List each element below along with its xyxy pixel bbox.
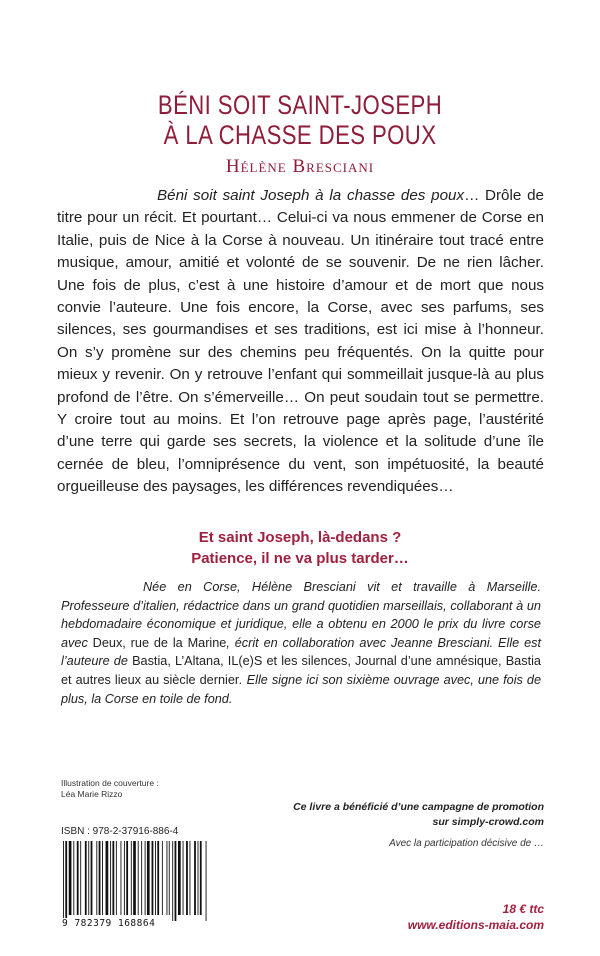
illustration-label: Illustration de couverture : — [61, 778, 159, 788]
barcode-bar — [80, 841, 81, 915]
barcode-bar — [194, 841, 196, 915]
book-title-line-1: BÉNI SOIT SAINT-JOSEPH — [157, 90, 443, 120]
isbn: ISBN : 978-2-37916-886-4 — [61, 826, 179, 837]
summary-text — [57, 185, 544, 499]
publisher-website[interactable]: www.editions-maia.com — [407, 918, 544, 932]
barcode-bar — [99, 841, 101, 915]
book-title-line-2: À LA CHASSE DES POUX — [163, 120, 437, 150]
barcode-bar — [110, 841, 111, 915]
price: 18 € ttc — [502, 902, 544, 916]
barcode-bar — [186, 841, 188, 915]
barcode-bar — [88, 841, 89, 915]
barcode-bar — [145, 841, 146, 915]
barcode-bar — [178, 841, 181, 915]
barcode-bar — [106, 841, 109, 915]
barcode-bar — [183, 841, 184, 915]
barcode-digits-text: 9 782379 168864 — [62, 918, 156, 929]
barcode — [61, 841, 208, 929]
bio-book-1: Deux, rue de la Marine — [92, 635, 227, 650]
barcode-digits — [61, 918, 208, 929]
bio-part-2: , écrit en collaboration avec Jeanne Bresciani. Elle est l’auteure de — [61, 635, 541, 669]
barcode-bar — [63, 841, 64, 921]
barcode-bar — [69, 841, 72, 915]
barcode-bar — [121, 841, 122, 915]
barcode-bar — [141, 841, 142, 915]
barcode-bar — [169, 841, 170, 915]
barcode-bar — [147, 841, 150, 915]
barcode-bar — [152, 841, 154, 915]
promo-line-1: Ce livre a bénéficié d’une campagne de promotion — [293, 801, 544, 813]
promo-text — [214, 800, 544, 830]
barcode-bar — [131, 841, 132, 915]
barcode-bar — [102, 841, 103, 915]
barcode-bar — [116, 841, 117, 915]
barcode-bar — [198, 841, 199, 915]
barcode-bar — [172, 841, 173, 921]
barcode-bar — [73, 841, 74, 915]
barcode-bar — [112, 841, 114, 915]
summary-title-italic: Béni soit saint Joseph à la chasse des poux — [157, 187, 465, 204]
barcode-bar — [85, 841, 87, 915]
barcode-bar — [91, 841, 93, 915]
bio-part-1: Née en Corse, Hélène Bresciani vit et travaille à Marseille. Professeure d’italien, rédactrice dans un grand quotidien marseillais, collaborant à un hebdomadaire économique et juridique, elle a obtenu en 2000 le prix du livre corse avec — [61, 580, 541, 650]
bio-part-3: . Elle signe ici son sixième ouvrage avec, une fois de plus, la Corse en toile de fond. — [61, 672, 542, 706]
barcode-bar — [77, 841, 79, 915]
author-name: Hélène Bresciani — [225, 156, 375, 177]
title-block — [0, 90, 600, 178]
illustration-credit — [61, 778, 159, 800]
barcode-bar — [96, 841, 97, 915]
barcode-bar — [167, 841, 168, 915]
teaser-line-1: Et saint Joseph, là-dedans ? — [198, 529, 402, 546]
teaser-line-2: Patience, il ne va plus tarder… — [191, 550, 409, 567]
author-bio — [61, 578, 541, 708]
barcode-graphic — [61, 841, 208, 921]
promo-line-2: sur simply-crowd.com — [432, 816, 544, 828]
summary-body: … Drôle de titre pour un récit. Et pourtant… Celui-ci va nous emmener de Corse en Italie, puis de Nice à la Corse à nouveau. Un itinéraire tout tracé entre musique, amour, amitié et volonté de se souvenir. De ne rien lâcher. Une fois de plus, c’est à une histoire d’amour et de mort que nous convie l’auteure. Une fois encore, la Corse, avec ses parfums, ses silences, ses gourmandises et ses traditions, est ici mise à l’honneur. On s’y promène sur des chemins peu fréquentés. On la quitte pour mieux y revenir. On y retrouve l’enfant qui sommeillait jusque-là au plus profond de l’être. On s’émerveille… On peut soudain tout se permettre. Y croire tout au moins. Et l’on retrouve page après page, l’austérité d’une terre qui garde ses secrets, la violence et la solitude d’une île cernée de bleu, l’omniprésence du vent, son impétuosité, la beauté orgueilleuse des paysages, les différences revendiquées… — [57, 187, 544, 496]
barcode-bar — [133, 841, 136, 915]
barcode-bar — [126, 841, 128, 915]
teaser-question — [0, 527, 600, 569]
barcode-bar — [138, 841, 139, 915]
barcode-bar — [157, 841, 159, 915]
barcode-bar — [175, 841, 177, 921]
participation-text: Avec la participation décisive de … — [389, 838, 544, 849]
bio-book-2: Bastia, L’Altana, IL(e)S et les silences, Journal d’une amnésique, Bastia et autres lieux au siècle dernier — [61, 654, 541, 687]
barcode-bar — [124, 841, 125, 915]
barcode-bar — [206, 841, 207, 921]
barcode-bar — [200, 841, 202, 915]
barcode-bar — [162, 841, 163, 915]
illustrator-name: Léa Marie Rizzo — [61, 789, 123, 799]
barcode-bar — [155, 841, 156, 915]
barcode-bar — [190, 841, 191, 915]
barcode-bar — [65, 841, 67, 921]
